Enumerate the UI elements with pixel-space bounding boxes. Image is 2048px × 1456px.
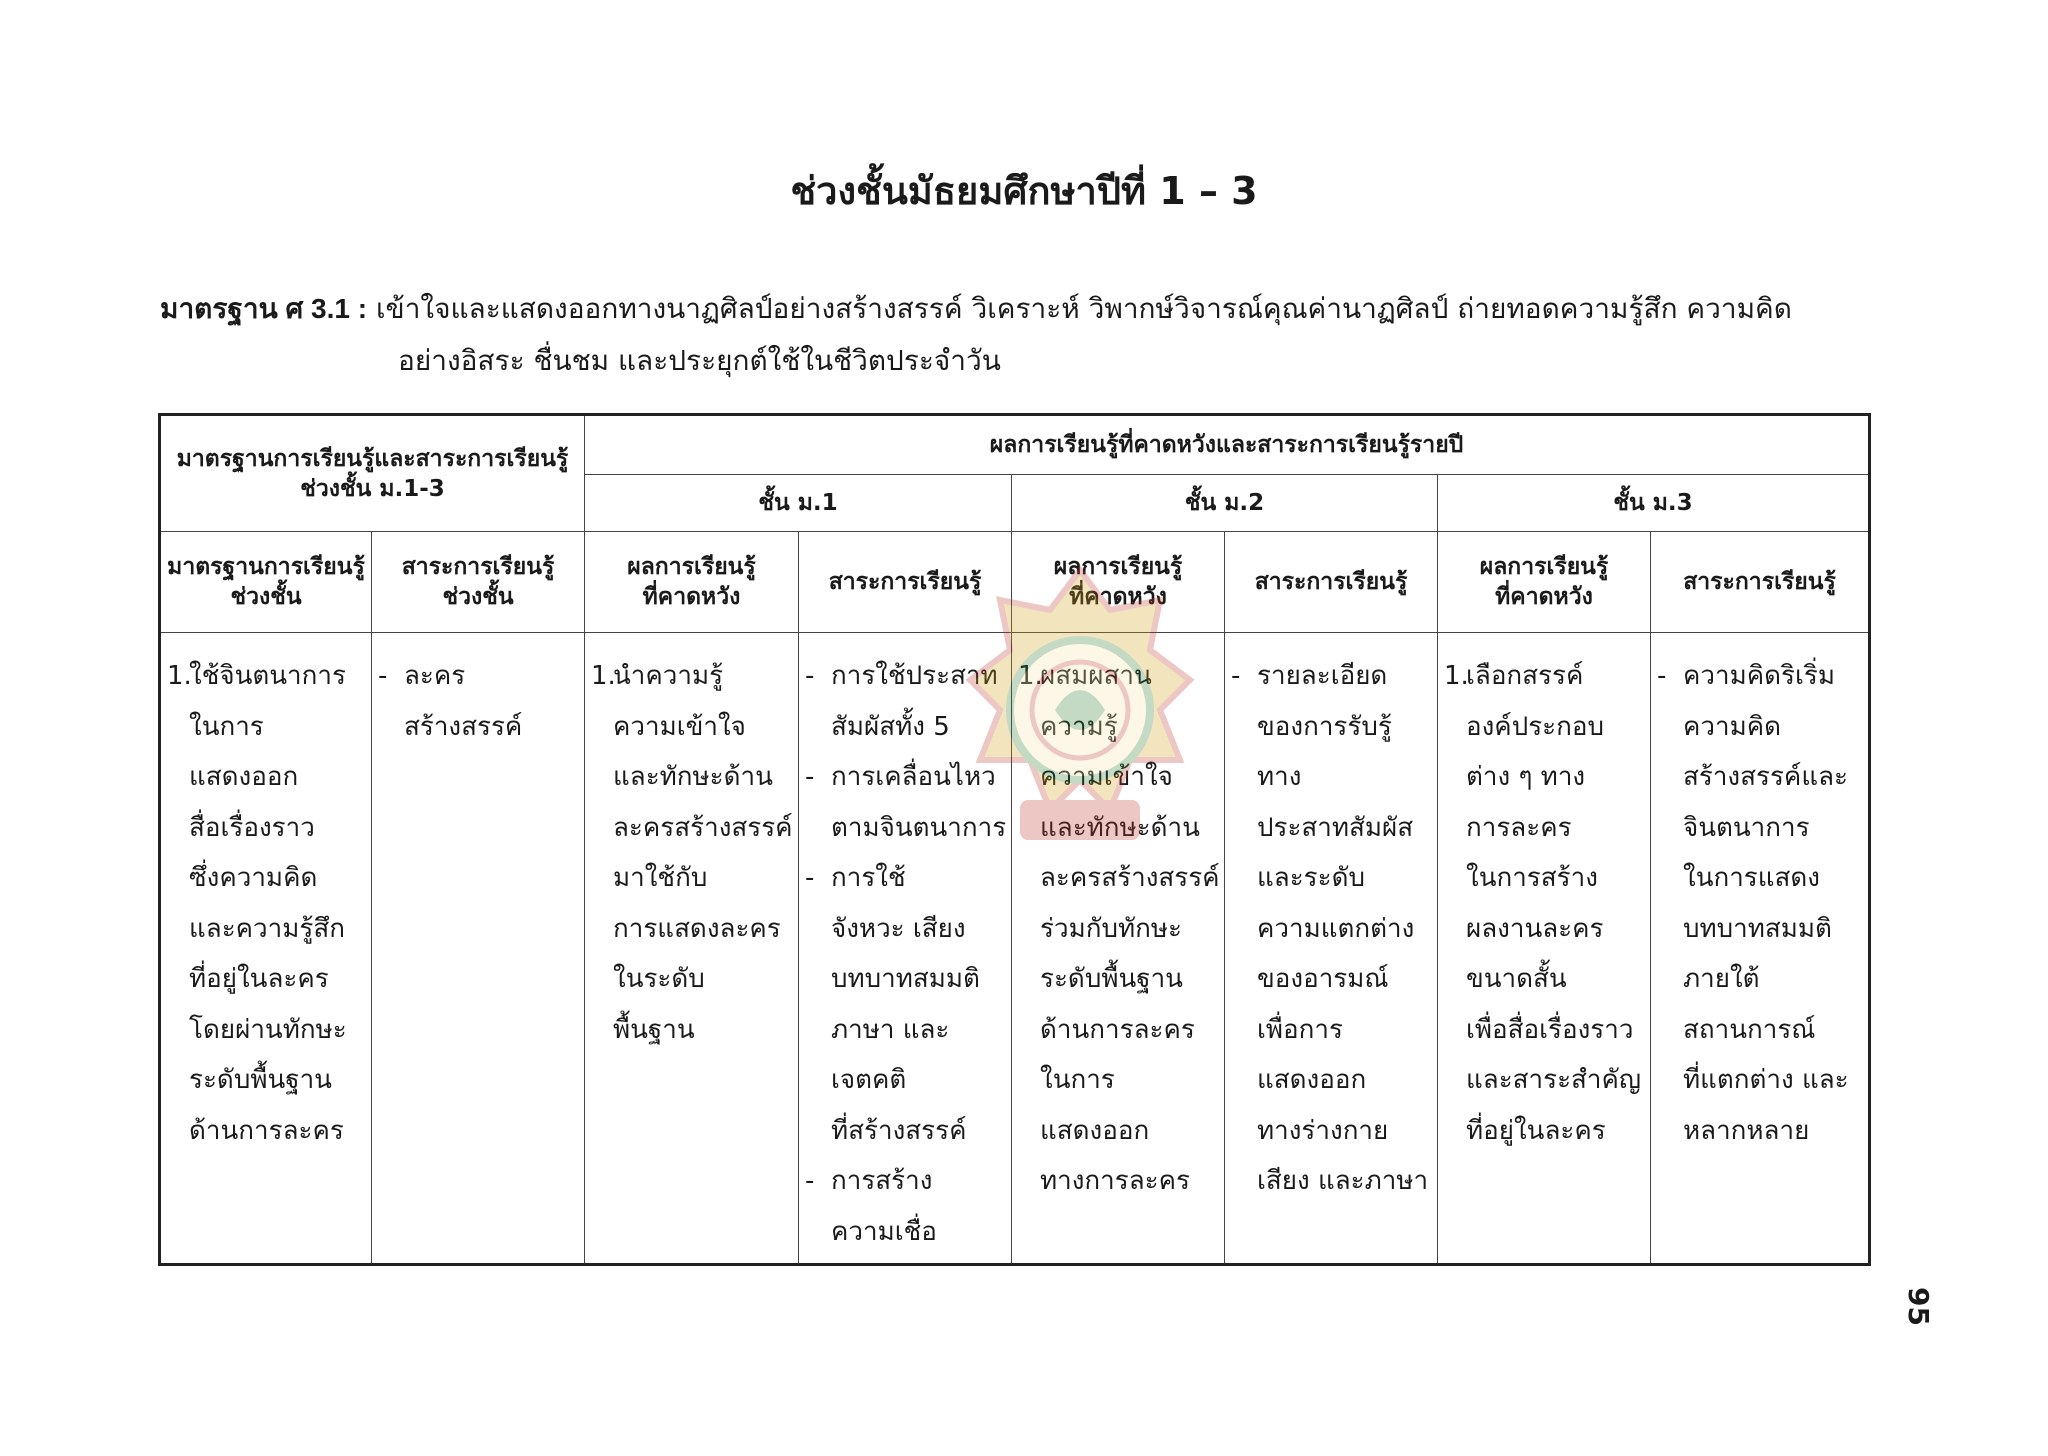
number-marker: 1. xyxy=(167,661,192,691)
item-line: สถานการณ์ xyxy=(1683,1014,1816,1045)
subheader-content-m1: สาระการเรียนรู้ xyxy=(799,532,1012,633)
item-line: จินตนาการ xyxy=(1683,812,1810,843)
standard-statement xyxy=(160,283,1880,387)
item-line: เสียง และภาษา xyxy=(1257,1166,1429,1196)
item-line: การละคร xyxy=(1466,812,1572,843)
subheader-outcome-m2: ผลการเรียนรู้ ที่คาดหวัง xyxy=(1012,532,1225,633)
header-yearly-outcomes: ผลการเรียนรู้ที่คาดหวังและสาระการเรียนรู้รายปี xyxy=(585,415,1870,475)
item-line: ที่อยู่ในละคร xyxy=(189,964,329,994)
item-line: บทบาทสมมติ xyxy=(831,964,980,994)
bullet-marker: - xyxy=(805,762,815,792)
standard-text-1: เข้าใจและแสดงออกทางนาฏศิลป์อย่างสร้างสรรค์ วิเคราะห์ วิพากษ์วิจารณ์คุณค่านาฏศิลป์ ถ่ายทอดความรู้สึก ความคิด xyxy=(375,292,1792,325)
list-item xyxy=(805,853,1007,1156)
item-line: ความคิดริเริ่ม xyxy=(1683,661,1835,691)
item-line: หลากหลาย xyxy=(1683,1115,1810,1146)
item-line: และทักษะด้าน xyxy=(613,762,773,792)
numbered-item xyxy=(1444,651,1646,1156)
standard-label: มาตรฐาน ศ 3.1 : xyxy=(160,293,368,324)
header-standard-range: มาตรฐานการเรียนรู้และสาระการเรียนรู้ ช่วงชั้น ม.1-3 xyxy=(160,415,585,532)
numbered-item xyxy=(167,651,367,1156)
item-line: สื่อเรื่องราว xyxy=(189,812,315,843)
item-line: ซึ่งความคิด xyxy=(189,863,318,893)
item-line: ละครสร้างสรรค์ xyxy=(1040,863,1220,893)
item-line: ตามจินตนาการ xyxy=(831,812,1007,843)
bullet-marker: - xyxy=(1231,661,1241,691)
cell-content-m2 xyxy=(1225,633,1438,1265)
number-marker: 1. xyxy=(1444,661,1469,691)
bullet-marker: - xyxy=(805,1166,815,1196)
item-line: ภายใต้ xyxy=(1683,964,1760,994)
item-line: ร่วมกับทักษะ xyxy=(1040,913,1182,944)
number-marker: 1. xyxy=(1018,661,1043,691)
item-line: ประสาทสัมผัส xyxy=(1257,812,1414,843)
item-line: เพื่อสื่อเรื่องราว xyxy=(1466,1014,1634,1045)
list-item xyxy=(805,651,1007,752)
subheader-outcome-m3: ผลการเรียนรู้ ที่คาดหวัง xyxy=(1438,532,1651,633)
item-line: ในการแสดง xyxy=(1683,863,1820,893)
subheader-content-m3: สาระการเรียนรู้ xyxy=(1651,532,1870,633)
item-line: รายละเอียด xyxy=(1257,661,1388,691)
header-grade-3: ชั้น ม.3 xyxy=(1438,475,1870,532)
list-item xyxy=(1657,651,1864,1156)
item-line: ละครสร้างสรรค์ xyxy=(404,661,523,742)
header-grade-2: ชั้น ม.2 xyxy=(1012,475,1438,532)
item-line: เพื่อการ xyxy=(1257,1014,1343,1045)
number-marker: 1. xyxy=(591,661,616,691)
item-line: ที่แตกต่าง และ xyxy=(1683,1065,1849,1095)
subheader-content-m2: สาระการเรียนรู้ xyxy=(1225,532,1438,633)
bullet-marker: - xyxy=(805,661,815,691)
item-line: และระดับ xyxy=(1257,863,1365,893)
cell-content-m3 xyxy=(1651,633,1870,1265)
header-grade-1: ชั้น ม.1 xyxy=(585,475,1012,532)
item-line: ละครสร้างสรรค์ xyxy=(613,812,793,843)
item-line: การเคลื่อนไหว xyxy=(831,762,996,792)
item-line: ที่อยู่ในละคร xyxy=(1466,1115,1606,1146)
item-line: และความรู้สึก xyxy=(189,913,345,944)
item-line: ด้านการละคร xyxy=(189,1115,344,1146)
item-line: และสาระสำคัญ xyxy=(1466,1065,1642,1095)
page-title: ช่วงชั้นมัธยมศึกษาปีที่ 1 – 3 xyxy=(790,169,1258,213)
item-line: ที่สร้างสรรค์ xyxy=(831,1115,967,1146)
item-line: ความรู้ xyxy=(1040,711,1118,742)
bullet-marker: - xyxy=(1657,661,1667,691)
page-number: 95 xyxy=(1902,1287,1935,1326)
item-line: ระดับพื้นฐาน xyxy=(189,1065,332,1095)
item-line: นำความรู้ xyxy=(613,661,724,691)
item-line: สร้างสรรค์และ xyxy=(1683,762,1848,792)
cell-outcome-m2 xyxy=(1012,633,1225,1265)
standard-text-2: อย่างอิสระ ชื่นชม และประยุกต์ใช้ในชีวิตประจำวัน xyxy=(398,344,1001,377)
item-line: ความคิด xyxy=(1683,711,1782,742)
item-line: ความแตกต่าง xyxy=(1257,913,1415,944)
item-line: ของการรับรู้ทาง xyxy=(1257,711,1392,792)
curriculum-table xyxy=(158,413,1871,1266)
item-line: ในการแสดงออก xyxy=(1040,1065,1150,1146)
item-line: เจตคติ xyxy=(831,1065,907,1095)
item-line: ในการสร้าง xyxy=(1466,863,1598,893)
item-line: ขนาดสั้น xyxy=(1466,964,1567,994)
item-line: การใช้ xyxy=(831,863,906,893)
subheader-standard: มาตรฐานการเรียนรู้ ช่วงชั้น xyxy=(160,532,372,633)
item-line: ความเชื่อ xyxy=(831,1216,937,1247)
item-line: ทางการละคร xyxy=(1040,1166,1190,1196)
item-line: บทบาทสมมติ xyxy=(1683,913,1832,944)
bullet-marker: - xyxy=(805,863,815,893)
item-line: ด้านการละคร xyxy=(1040,1014,1195,1045)
item-line: ในระดับ xyxy=(613,964,705,994)
list-item xyxy=(805,1156,1007,1257)
item-line: ทางร่างกาย xyxy=(1257,1115,1389,1146)
item-line: ระดับพื้นฐาน xyxy=(1040,964,1183,994)
numbered-item xyxy=(1018,651,1220,1207)
item-line: ต่าง ๆ ทาง xyxy=(1466,762,1586,792)
cell-standard-range xyxy=(160,633,372,1265)
list-item xyxy=(805,752,1007,853)
cell-content-range xyxy=(372,633,585,1265)
item-line: จังหวะ เสียง xyxy=(831,913,966,944)
item-line: องค์ประกอบ xyxy=(1466,711,1604,742)
item-line: เลือกสรรค์ xyxy=(1466,661,1584,691)
cell-outcome-m1 xyxy=(585,633,799,1265)
item-line: มาใช้กับ xyxy=(613,863,708,893)
item-line: การแสดงละคร xyxy=(613,913,781,944)
bullet-marker: - xyxy=(378,661,388,691)
item-line: ความเข้าใจ xyxy=(1040,762,1173,792)
item-line: ภาษา และ xyxy=(831,1014,950,1045)
item-line: แสดงออก xyxy=(1257,1065,1367,1095)
item-line: ความเข้าใจ xyxy=(613,711,746,742)
list-item xyxy=(1231,651,1433,1207)
subheader-outcome-m1: ผลการเรียนรู้ ที่คาดหวัง xyxy=(585,532,799,633)
item-line: โดยผ่านทักษะ xyxy=(189,1014,347,1045)
item-line: และทักษะด้าน xyxy=(1040,812,1200,843)
cell-content-m1 xyxy=(799,633,1012,1265)
item-line: การสร้าง xyxy=(831,1166,933,1196)
item-line: ของอารมณ์ xyxy=(1257,964,1389,994)
item-line: ใช้จินตนาการ xyxy=(189,661,346,691)
subheader-content-range: สาระการเรียนรู้ ช่วงชั้น xyxy=(372,532,585,633)
list-item xyxy=(378,651,580,752)
numbered-item xyxy=(591,651,794,1055)
item-line: ผสมผสาน xyxy=(1040,661,1152,691)
item-line: สัมผัสทั้ง 5 xyxy=(831,711,950,742)
item-line: พื้นฐาน xyxy=(613,1014,695,1045)
standard-line-1 xyxy=(160,283,1880,335)
cell-outcome-m3 xyxy=(1438,633,1651,1265)
item-line: ในการแสดงออก xyxy=(189,711,299,792)
item-line: การใช้ประสาท xyxy=(831,661,998,691)
item-line: ผลงานละคร xyxy=(1466,913,1604,944)
